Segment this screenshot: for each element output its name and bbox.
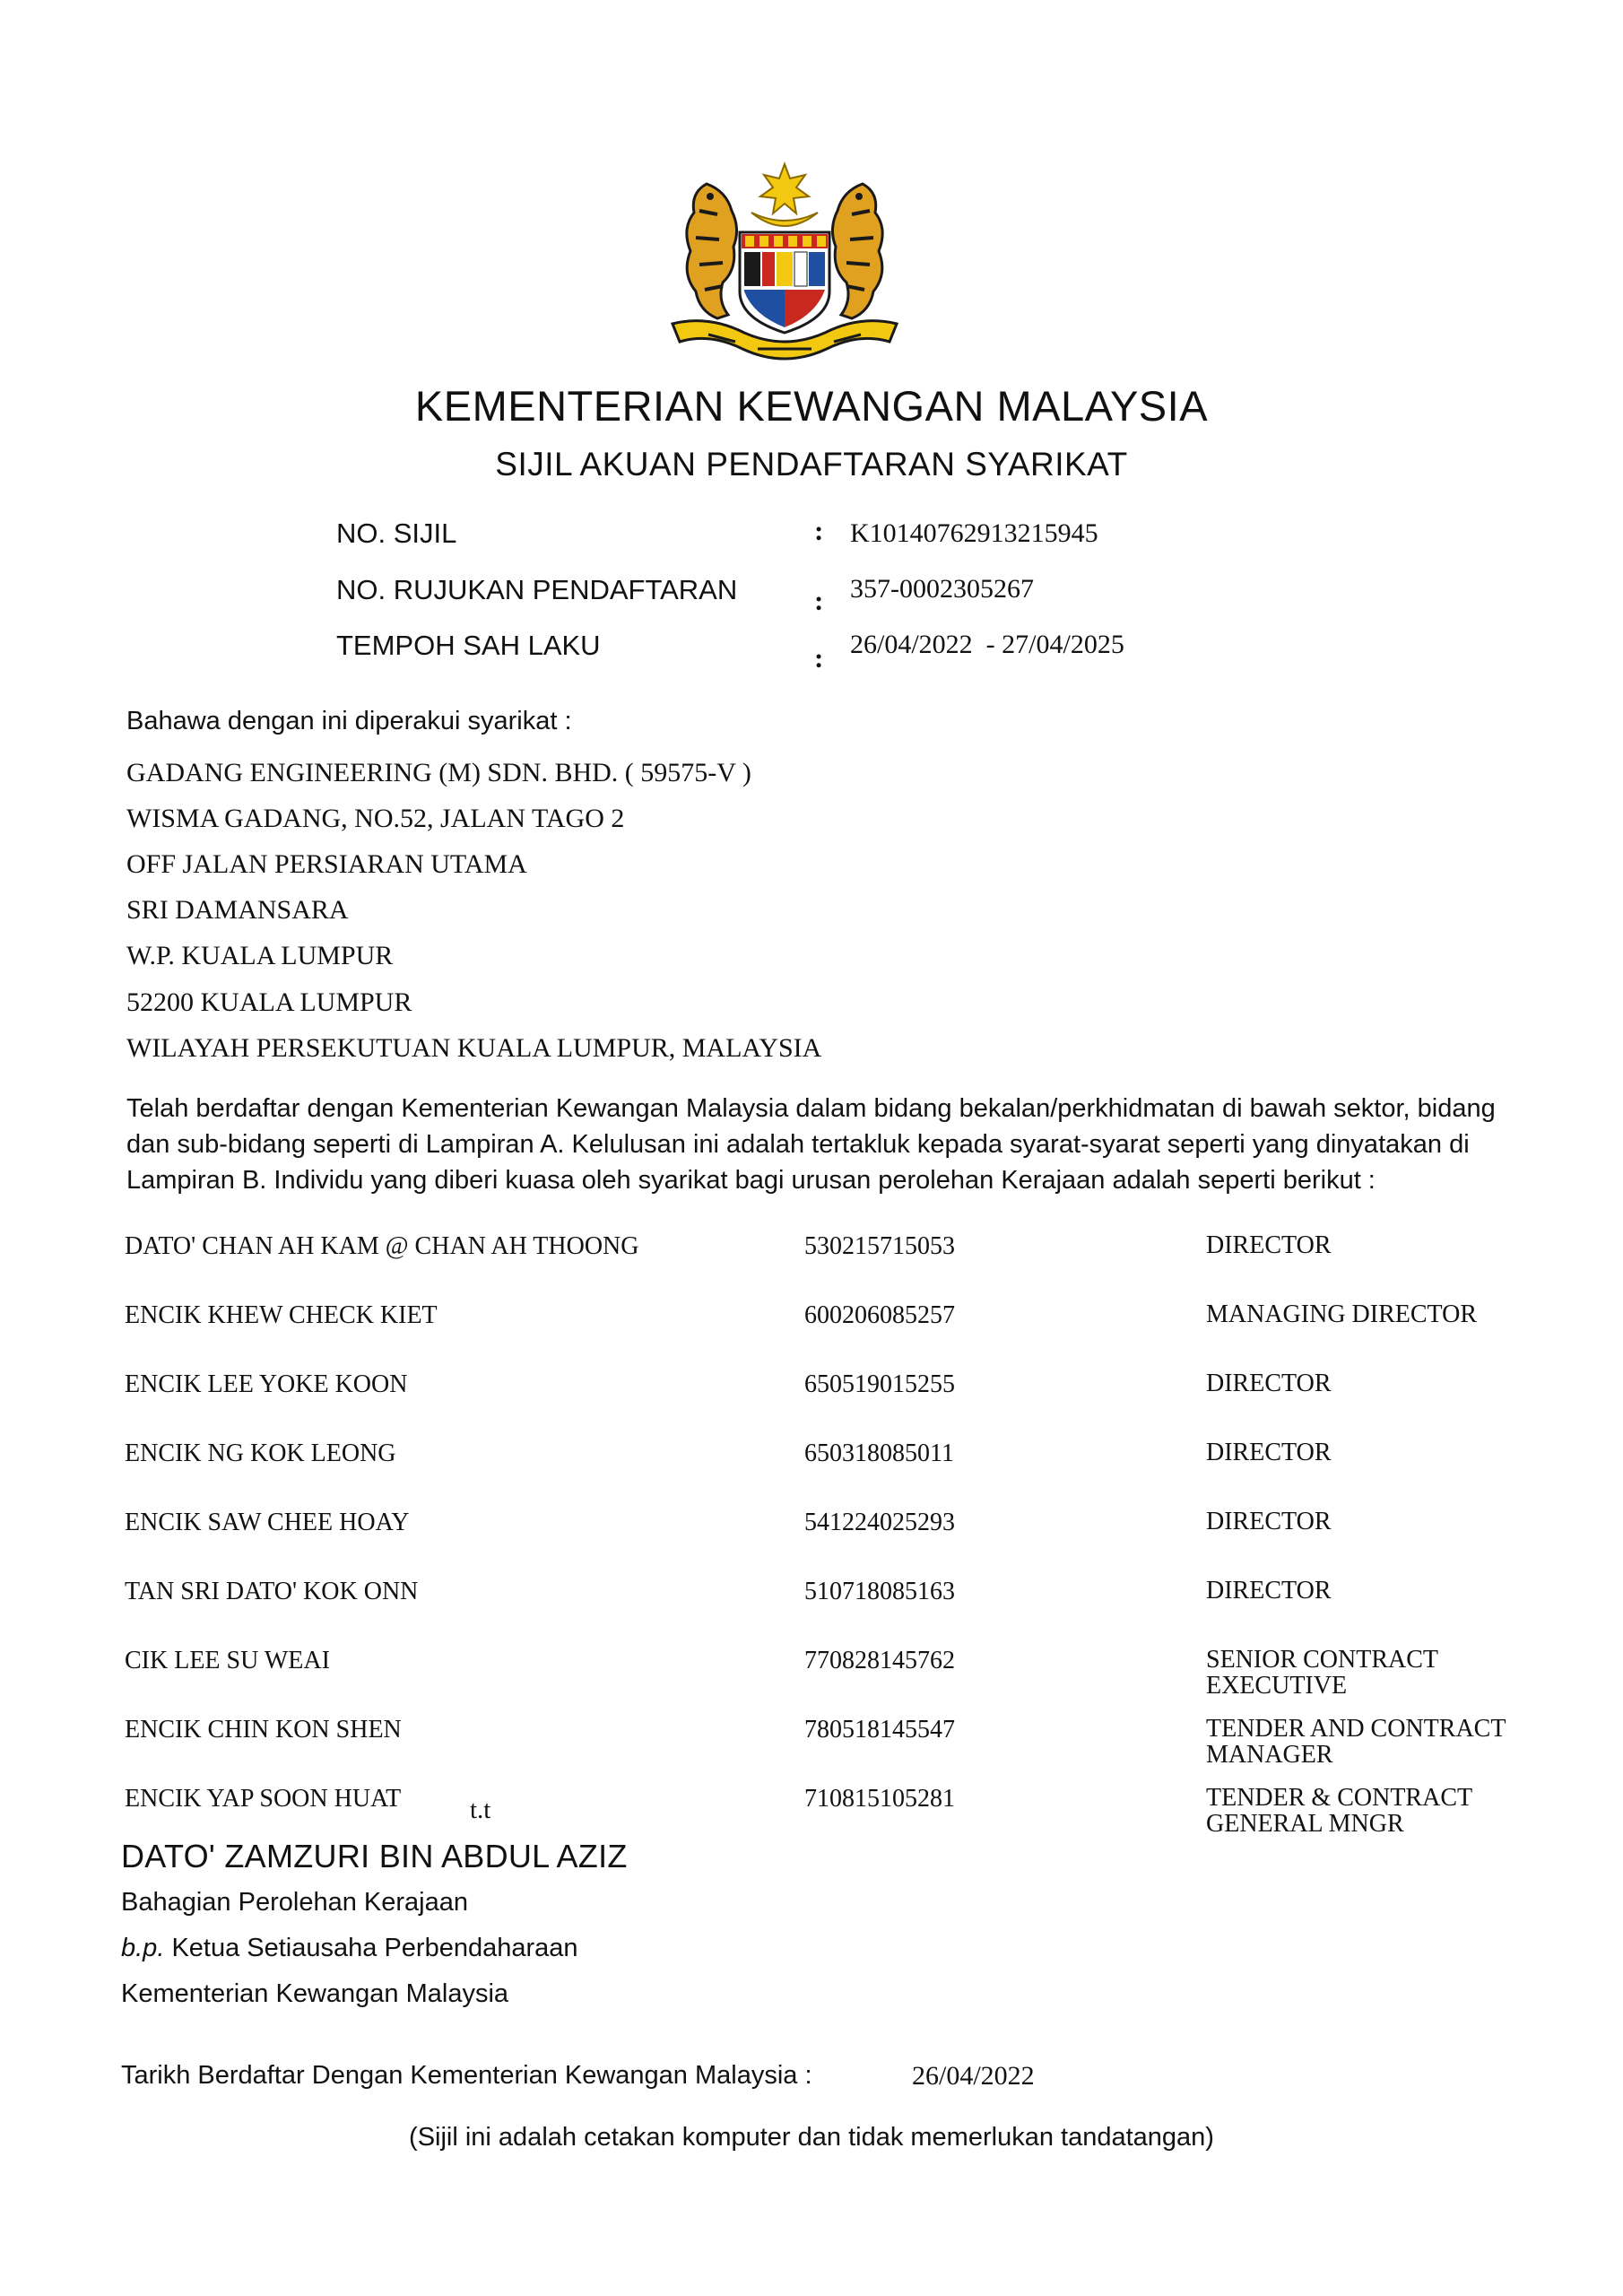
person-role: DIRECTOR: [1206, 1508, 1332, 1535]
person-ic: 770828145762: [804, 1647, 955, 1674]
person-ic: 710815105281: [804, 1785, 955, 1813]
person-name: ENCIK SAW CHEE HOAY: [125, 1509, 410, 1536]
paragraph-line: dan sub-bidang seperti di Lampiran A. Kelulusan ini adalah tertakluk kepada syarat-syarat seperti yang dinyatakan di: [126, 1130, 1470, 1159]
no-rujukan-colon: :: [814, 585, 824, 616]
right-tiger-icon: [832, 184, 882, 318]
no-sijil-label: NO. SIJIL: [336, 517, 457, 549]
no-rujukan-value: 357-0002305267: [850, 574, 1034, 604]
paragraph-line: Telah berdaftar dengan Kementerian Kewangan Malaysia dalam bidang bekalan/perkhidmatan di bawah sektor, bidang: [126, 1094, 1496, 1123]
company-name: GADANG ENGINEERING (M) SDN. BHD. ( 59575-V ): [126, 758, 751, 787]
tempoh-label: TEMPOH SAH LAKU: [336, 630, 601, 661]
person-role: SENIOR CONTRACT EXECUTIVE: [1206, 1646, 1438, 1700]
person-name: ENCIK NG KOK LEONG: [125, 1439, 396, 1467]
person-name: ENCIK YAP SOON HUAT: [125, 1785, 402, 1813]
address-line-4: W.P. KUALA LUMPUR: [126, 941, 394, 970]
signatory-division: Bahagian Perolehan Kerajaan: [121, 1888, 468, 1917]
paragraph-line: Lampiran B. Individu yang diberi kuasa oleh syarikat bagi urusan perolehan Kerajaan adalah seperti berikut :: [126, 1166, 1376, 1195]
person-ic: 530215715053: [804, 1232, 955, 1260]
person-ic: 650318085011: [804, 1439, 954, 1467]
person-name: CIK LEE SU WEAI: [125, 1647, 330, 1674]
address-line-5: 52200 KUALA LUMPUR: [126, 987, 412, 1017]
address-line-6: WILAYAH PERSEKUTUAN KUALA LUMPUR, MALAYSIA: [126, 1033, 822, 1063]
person-role: DIRECTOR: [1206, 1439, 1332, 1466]
person-role: DIRECTOR: [1206, 1577, 1332, 1605]
person-name: DATO' CHAN AH KAM @ CHAN AH THOONG: [125, 1232, 639, 1260]
computer-print-note: (Sijil ini adalah cetakan komputer dan tidak memerlukan tandatangan): [409, 2123, 1214, 2152]
certificate-title: SIJIL AKUAN PENDAFTARAN SYARIKAT: [495, 446, 1128, 483]
no-sijil-colon: :: [814, 515, 824, 546]
no-rujukan-label: NO. RUJUKAN PENDAFTARAN: [336, 574, 738, 605]
signatory-name: DATO' ZAMZURI BIN ABDUL AZIZ: [121, 1838, 628, 1874]
person-ic: 600206085257: [804, 1301, 955, 1329]
bp-title: Ketua Setiausaha Perbendaharaan: [171, 1934, 578, 1962]
registration-paragraph: [126, 1091, 1496, 1198]
person-role: TENDER AND CONTRACT MANAGER: [1206, 1715, 1506, 1769]
person-role: TENDER & CONTRACT GENERAL MNGR: [1206, 1784, 1472, 1838]
signatory-bp-line: [121, 1934, 578, 1963]
tempoh-colon: :: [814, 642, 824, 674]
ministry-title: KEMENTERIAN KEWANGAN MALAYSIA: [414, 382, 1209, 430]
person-role: DIRECTOR: [1206, 1231, 1332, 1259]
tempoh-value: 26/04/2022 - 27/04/2025: [850, 630, 1124, 659]
certify-intro: Bahawa dengan ini diperakui syarikat :: [126, 707, 572, 735]
crescent-icon: [751, 213, 818, 226]
person-ic: 541224025293: [804, 1509, 955, 1536]
federal-star-icon: [760, 164, 809, 213]
signatory-ministry: Kementerian Kewangan Malaysia: [121, 1979, 509, 2008]
left-tiger-icon: [687, 184, 737, 318]
address-line-3: SRI DAMANSARA: [126, 895, 349, 925]
registration-date-label: Tarikh Berdaftar Dengan Kementerian Kewangan Malaysia :: [121, 2061, 812, 2090]
address-line-1: WISMA GADANG, NO.52, JALAN TAGO 2: [126, 804, 625, 833]
shield-icon: [740, 232, 829, 333]
registration-date-value: 26/04/2022: [912, 2061, 1035, 2091]
person-name: TAN SRI DATO' KOK ONN: [125, 1578, 419, 1605]
tt-mark: t.t: [470, 1796, 491, 1824]
person-role: MANAGING DIRECTOR: [1206, 1300, 1478, 1328]
address-line-2: OFF JALAN PERSIARAN UTAMA: [126, 849, 527, 879]
person-ic: 780518145547: [804, 1716, 955, 1744]
person-role: DIRECTOR: [1206, 1370, 1332, 1397]
person-ic: 510718085163: [804, 1578, 955, 1605]
bp-prefix: b.p.: [121, 1934, 165, 1962]
person-ic: 650519015255: [804, 1370, 955, 1398]
person-name: ENCIK LEE YOKE KOON: [125, 1370, 408, 1398]
coat-of-arms-emblem: [655, 157, 915, 368]
person-name: ENCIK CHIN KON SHEN: [125, 1716, 402, 1744]
no-sijil-value: K10140762913215945: [850, 518, 1098, 548]
person-name: ENCIK KHEW CHECK KIET: [125, 1301, 438, 1329]
